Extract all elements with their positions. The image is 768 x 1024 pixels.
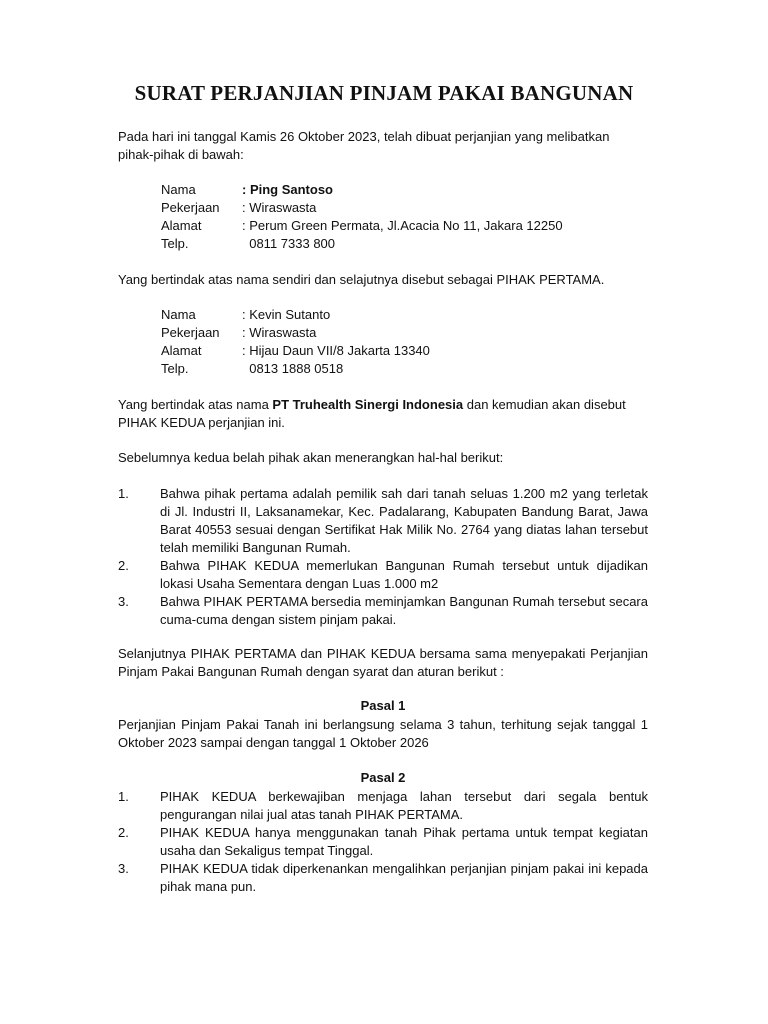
field-value: : Hijau Daun VII/8 Jakarta 13340	[242, 343, 430, 358]
pasal2-list	[118, 788, 648, 896]
list-item	[118, 557, 648, 593]
party1-details	[161, 181, 641, 253]
pasal2-heading: Pasal 2	[360, 770, 406, 785]
list-text: Bahwa PIHAK KEDUA memerlukan Bangunan Rumah tersebut untuk dijadikan lokasi Usaha Sementara dengan Luas 1.000 m2	[160, 558, 648, 591]
field-label: Alamat	[161, 218, 202, 233]
field-label: Telp.	[161, 236, 189, 251]
field-label: Nama	[161, 182, 196, 197]
list-item	[118, 788, 648, 824]
list-number: 2.	[118, 825, 129, 840]
field-value: : Ping Santoso	[242, 182, 333, 197]
party2-job-row	[161, 324, 641, 342]
field-value: 0813 1888 0518	[242, 361, 344, 376]
field-label: Pekerjaan	[161, 325, 220, 340]
field-value: : Perum Green Permata, Jl.Acacia No 11, Jakara 12250	[242, 218, 563, 233]
party1-address-row	[161, 217, 641, 235]
field-value: : Wiraswasta	[242, 325, 317, 340]
party1-phone-row	[161, 235, 641, 253]
list-text: PIHAK KEDUA berkewajiban menjaga lahan tersebut dari segala bentuk pengurangan nilai jual atas tanah PIHAK PERTAMA.	[160, 789, 648, 822]
company-name: PT Truhealth Sinergi Indonesia	[272, 397, 464, 412]
list-item	[118, 485, 648, 557]
party1-statement: Yang bertindak atas nama sendiri dan selajutnya disebut sebagai PIHAK PERTAMA.	[118, 272, 605, 287]
field-value: 0811 7333 800	[242, 236, 336, 251]
party1-name-row	[161, 181, 641, 199]
list-text: Bahwa PIHAK PERTAMA bersedia meminjamkan Bangunan Rumah tersebut secara cuma-cuma dengan sistem pinjam pakai.	[160, 594, 648, 627]
list-text: PIHAK KEDUA hanya menggunakan tanah Pihak pertama untuk tempat kegiatan usaha dan Sekaligus tempat Tinggal.	[160, 825, 648, 858]
field-value: : Kevin Sutanto	[242, 307, 331, 322]
party2-name-row	[161, 306, 641, 324]
list-number: 3.	[118, 861, 129, 876]
recitals-list	[118, 485, 648, 629]
list-text: Bahwa pihak pertama adalah pemilik sah dari tanah seluas 1.200 m2 yang terletak di Jl. Industri II, Laksanamekar, Kec. Padalarang, Kabupaten Bandung Barat, Jawa Barat 40553 sesuai dengan Sertifikat Hak Milik No. 2764 yang diatas lahan tersebut telah memiliki Bangunan Rumah.	[160, 486, 648, 555]
field-value: : Wiraswasta	[242, 200, 317, 215]
statement-suffix: dan kemudian akan disebut PIHAK KEDUA perjanjian ini.	[118, 397, 626, 430]
field-label: Pekerjaan	[161, 200, 220, 215]
field-label: Telp.	[161, 361, 189, 376]
list-item	[118, 860, 648, 896]
preamble-paragraph: Sebelumnya kedua belah pihak akan menerangkan hal-hal berikut:	[118, 450, 504, 465]
list-text: PIHAK KEDUA tidak diperkenankan mengalihkan perjanjian pinjam pakai ini kepada pihak mana pun.	[160, 861, 648, 894]
party2-address-row	[161, 342, 641, 360]
statement-prefix: Yang bertindak atas nama	[118, 397, 273, 412]
party2-statement	[118, 396, 648, 432]
pasal1-text: Perjanjian Pinjam Pakai Tanah ini berlangsung selama 3 tahun, terhitung sejak tanggal 1 Oktober 2023 sampai dengan tanggal 1 Oktober 2026	[118, 717, 648, 750]
party1-job-row	[161, 199, 641, 217]
list-number: 1.	[118, 486, 129, 501]
party2-details	[161, 306, 641, 378]
list-item	[118, 824, 648, 860]
party2-phone-row	[161, 360, 641, 378]
field-label: Alamat	[161, 343, 202, 358]
agreement-intro: Selanjutnya PIHAK PERTAMA dan PIHAK KEDUA bersama sama menyepakati Perjanjian Pinjam Pakai Bangunan Rumah dengan syarat dan aturan berikut :	[118, 646, 648, 679]
list-number: 3.	[118, 594, 129, 609]
document-title: SURAT PERJANJIAN PINJAM PAKAI BANGUNAN	[134, 81, 634, 105]
pasal1-heading: Pasal 1	[360, 698, 406, 713]
list-number: 2.	[118, 558, 129, 573]
intro-paragraph: Pada hari ini tanggal Kamis 26 Oktober 2023, telah dibuat perjanjian yang melibatkan pihak-pihak di bawah:	[118, 129, 610, 162]
list-item	[118, 593, 648, 629]
list-number: 1.	[118, 789, 129, 804]
field-label: Nama	[161, 307, 196, 322]
